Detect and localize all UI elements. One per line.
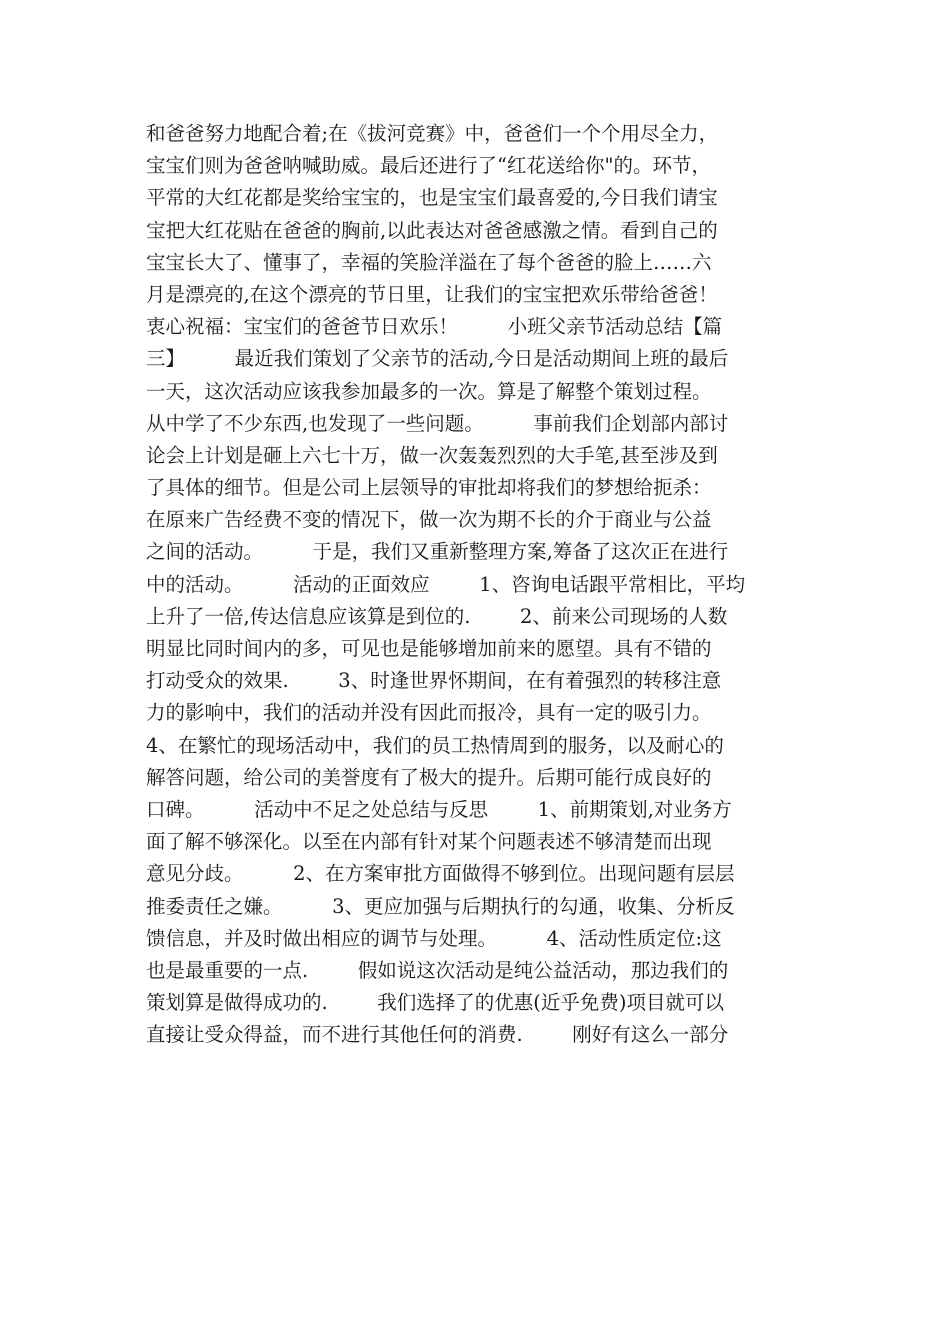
text-line: 从中学了不少东西,也发现了一些问题。 事前我们企划部内部讨: [146, 411, 729, 435]
text-line: 意见分歧。 2、在方案审批方面做得不够到位。出现问题有层层: [146, 862, 735, 886]
text-line: 三】 最近我们策划了父亲节的活动,今日是活动期间上班的最后: [146, 347, 729, 371]
text-line: 4、在繁忙的现场活动中，我们的员工热情周到的服务，以及耐心的: [146, 733, 724, 757]
text-line: 月是漂亮的,在这个漂亮的节日里，让我们的宝宝把欢乐带给爸爸！: [146, 282, 718, 306]
text-line: 打动受众的效果. 3、时逢世界怀期间，在有着强烈的转移注意: [146, 669, 722, 693]
text-line: 一天，这次活动应该我参加最多的一次。算是了解整个策划过程。: [146, 379, 712, 403]
text-line: 在原来广告经费不变的情况下，做一次为期不长的介于商业与公益: [146, 508, 712, 532]
text-line: 解答问题，给公司的美誉度有了极大的提升。后期可能行成良好的: [146, 765, 712, 789]
text-line: 宝宝长大了、懂事了，幸福的笑脸洋溢在了每个爸爸的脸上……六: [146, 250, 712, 274]
text-line: 也是最重要的一点. 假如说这次活动是纯公益活动，那边我们的: [146, 958, 729, 982]
text-line: 推委责任之嫌。 3、更应加强与后期执行的勾通，收集、分析反: [146, 894, 735, 918]
text-line: 论会上计划是砸上六七十万，做一次轰轰烈烈的大手笔,甚至涉及到: [146, 443, 718, 467]
text-line: 直接让受众得益，而不进行其他任何的消费. 刚好有这么一部分: [146, 1023, 729, 1047]
body-text: [146, 118, 806, 1051]
text-line: 口碑。 活动中不足之处总结与反思 1、前期策划,对业务方: [146, 797, 732, 821]
text-line: 衷心祝福：宝宝们的爸爸节日欢乐！ 小班父亲节活动总结【篇: [146, 315, 723, 339]
text-line: 中的活动。 活动的正面效应 1、咨询电话跟平常相比，平均: [146, 572, 746, 596]
text-line: 之间的活动。 于是，我们又重新整理方案,筹备了这次正在进行: [146, 540, 729, 564]
text-line: 和爸爸努力地配合着;在《拔河竞赛》中，爸爸们一个个用尽全力，: [146, 122, 719, 145]
text-line: 宝宝们则为爸爸呐喊助威。最后还进行了“红花送给你"的。环节，: [146, 154, 711, 178]
text-line: 宝把大红花贴在爸爸的胸前,以此表达对爸爸感激之情。看到自己的: [146, 218, 718, 242]
text-line: 平常的大红花都是奖给宝宝的，也是宝宝们最喜爱的,今日我们请宝: [146, 186, 718, 210]
text-line: 力的影响中，我们的活动并没有因此而报冷，具有一定的吸引力。: [146, 701, 712, 725]
text-line: 馈信息，并及时做出相应的调节与处理。 4、活动性质定位:这: [146, 926, 722, 950]
text-line: 面了解不够深化。以至在内部有针对某个问题表述不够清楚而出现: [146, 830, 712, 854]
text-line: 上升了一倍,传达信息应该算是到位的. 2、前来公司现场的人数: [146, 604, 728, 628]
text-line: 了具体的细节。但是公司上层领导的审批却将我们的梦想给扼杀：: [146, 476, 712, 500]
text-line: 策划算是做得成功的. 我们选择了的优惠(近乎免费)项目就可以: [146, 991, 725, 1015]
text-line: 明显比同时间内的多，可见也是能够增加前来的愿望。具有不错的: [146, 637, 712, 660]
